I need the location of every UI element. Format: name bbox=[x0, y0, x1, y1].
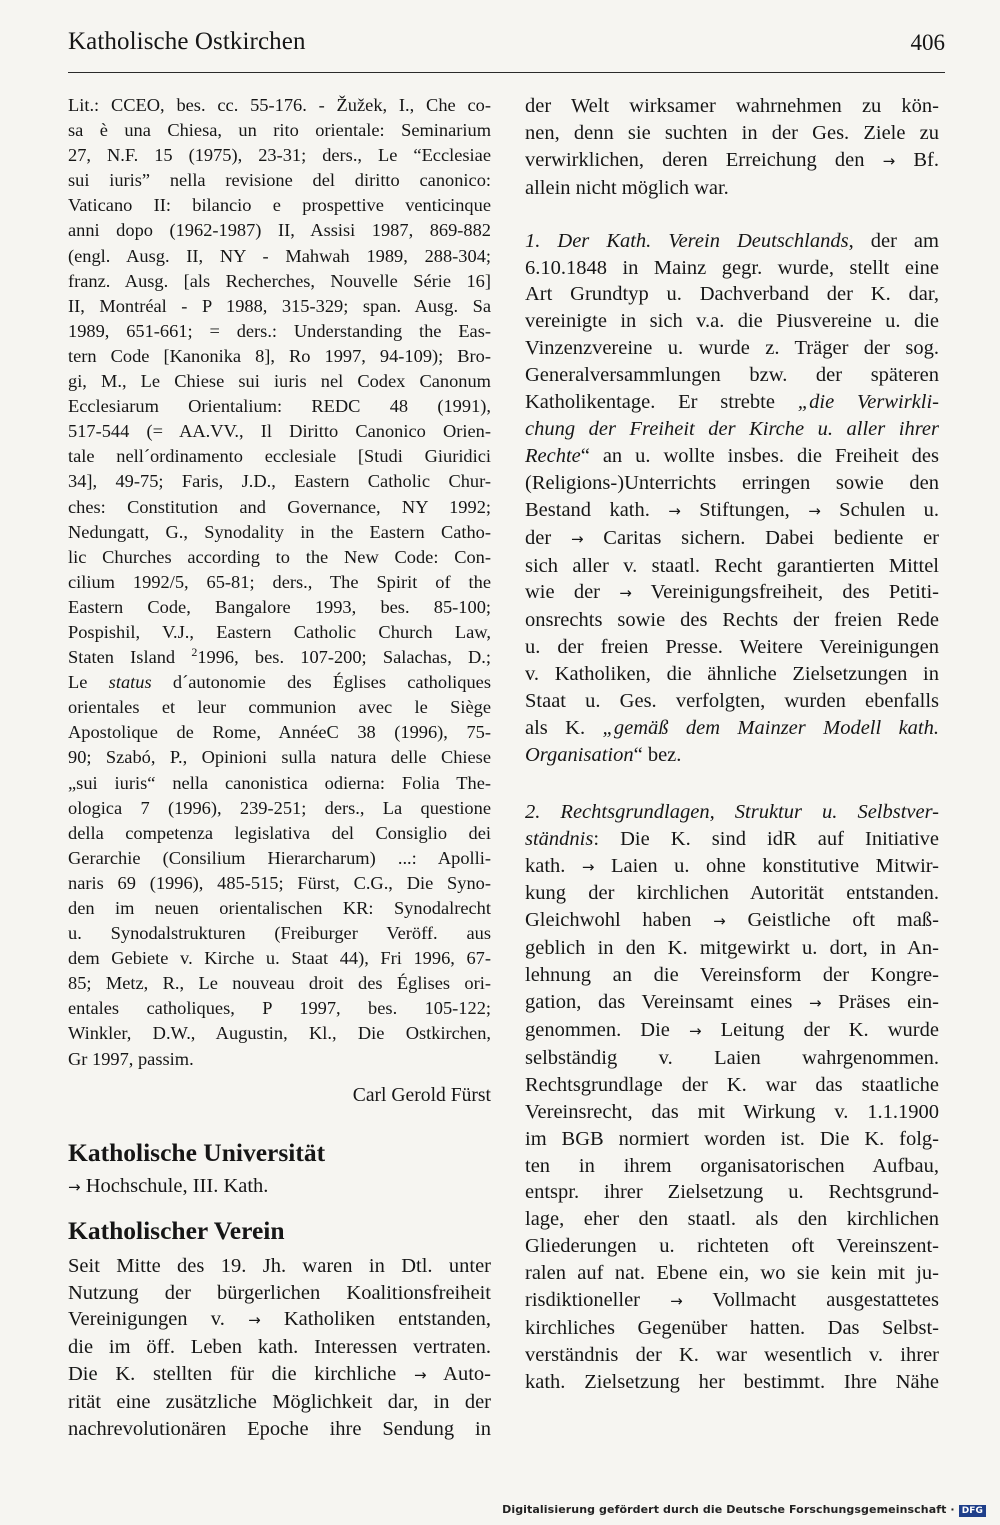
text-line: 6.10.1848 in Mainz gegr. wurde, stellt eine bbox=[525, 256, 939, 279]
text-line: nen, denn sie suchten in der Ges. Ziele zu bbox=[525, 121, 939, 144]
text-fragment: als K. bbox=[525, 716, 603, 739]
text-line: sich aller v. staatl. Recht garantierten Mittel bbox=[525, 554, 939, 577]
text-line bbox=[525, 228, 939, 255]
right-arrow-icon: → bbox=[882, 151, 896, 170]
text-line: der Welt wirksamer wahrnehmen zu kön- bbox=[525, 95, 939, 117]
text-line bbox=[525, 1287, 939, 1315]
literature-line: ches: Constitution and Governance, NY 1992; bbox=[68, 496, 491, 517]
right-arrow-icon: → bbox=[713, 912, 726, 931]
text-line: Art Grundtyp u. Dachverband der K. dar, bbox=[525, 283, 939, 306]
literature-line: II, Montréal - P 1988, 315-329; span. Ausg. Sa bbox=[68, 295, 491, 316]
text-line: u. der freien Presse. Weitere Vereinigungen bbox=[525, 636, 939, 659]
text-fragment: Laien u. ohne konstitutive Mitwir- bbox=[594, 854, 940, 877]
right-arrow-icon: → bbox=[68, 1177, 81, 1196]
text-fragment: Bestand kath. bbox=[525, 498, 669, 521]
literature-line: tern Code [Kanonika 8], Ro 1997, 94-109); Bro- bbox=[68, 345, 491, 366]
text-line bbox=[525, 147, 939, 175]
right-arrow-icon: → bbox=[688, 1022, 702, 1040]
literature-line: gi, M., Le Chiese sui iuris nel Codex Canonum bbox=[68, 371, 491, 392]
italic-quote: Rechte bbox=[525, 444, 581, 467]
literature-line: Eastern Code, Bangalore 1993, bes. 85-100; bbox=[68, 596, 491, 617]
text-line: kirchliches Gegenüber hatten. Das Selbst- bbox=[525, 1316, 939, 1339]
text-line: onsrechts sowie des Rechts der freien Rede bbox=[525, 609, 939, 632]
text-fragment: Schulen u. bbox=[820, 498, 940, 521]
literature-line: 85; Metz, R., Le nouveau droit des Églises ori- bbox=[68, 973, 491, 994]
literature-text: Le bbox=[68, 672, 109, 693]
text-fragment: “ an u. wollte insbes. die Freiheit des bbox=[580, 444, 939, 467]
text-fragment: wie der bbox=[525, 581, 620, 604]
literature-text: 1996, bes. 107-200; Salachas, D.; bbox=[197, 647, 492, 668]
text-fragment: : Die K. sind idR auf Initiative bbox=[593, 827, 939, 850]
text-fragment: Leitung der K. wurde bbox=[701, 1019, 939, 1041]
text-line bbox=[525, 826, 939, 853]
text-fragment: genommen. Die bbox=[525, 1019, 689, 1041]
literature-line: Gerarchie (Consilium Hierarcharum) ...: Apolli- bbox=[68, 847, 491, 868]
text-fragment: verwirklichen, deren Erreichung den bbox=[525, 148, 883, 171]
literature-line: 517-544 (= AA.VV., Il Diritto Canonico Orien- bbox=[68, 421, 491, 442]
literature-line: sui iuris” nella revisione del diritto canonico: bbox=[68, 170, 491, 191]
text-line bbox=[525, 579, 939, 607]
text-fragment: Präses ein- bbox=[821, 991, 939, 1014]
italic-quote: „gemäß dem Mainzer Modell kath. bbox=[602, 716, 939, 739]
literature-line: Apostolique de Rome, AnnéeC 38 (1996), 75- bbox=[68, 722, 491, 743]
text-fragment: der bbox=[525, 526, 571, 549]
literature-line: Nedungatt, G., Synodality in the Eastern Catho- bbox=[68, 521, 491, 542]
text-line: selbständig v. Laien wahrgenommen. bbox=[525, 1046, 939, 1069]
text-line bbox=[525, 497, 939, 525]
literature-line: 34], 49-75; Faris, J.D., Eastern Catholic Chur- bbox=[68, 471, 491, 492]
literature-line: lic Churches according to the New Code: Con- bbox=[68, 546, 491, 567]
literature-line: naris 69 (1996), 485-515; Fürst, C.G., Die Syno- bbox=[68, 872, 491, 893]
edition-superscript: 2 bbox=[191, 645, 198, 660]
text-fragment: Stiftungen, bbox=[680, 498, 809, 521]
literature-line: (engl. Ausg. II, NY - Mahwah 1989, 288-304; bbox=[68, 245, 491, 266]
section-1-heading: 1. Der Kath. Verein Deutschlands bbox=[525, 229, 849, 252]
text-line bbox=[525, 525, 939, 553]
text-line bbox=[525, 715, 939, 742]
text-line: Seit Mitte des 19. Jh. waren in Dtl. unter bbox=[68, 1254, 491, 1277]
literature-line bbox=[68, 645, 491, 670]
literature-line: Ecclesiarum Orientalium: REDC 48 (1991), bbox=[68, 396, 491, 417]
text-line: die im öff. Leben kath. Interessen vertraten. bbox=[68, 1336, 491, 1359]
literature-line: anni dopo (1962-1987) II, Assisi 1987, 869-882 bbox=[68, 220, 491, 241]
right-arrow-icon: → bbox=[619, 584, 632, 603]
literature-text: d´autonomie des Églises catholiques bbox=[151, 672, 491, 693]
entry-title-katholischer-verein: Katholischer Verein bbox=[68, 1215, 285, 1245]
text-fragment: Vereinigungsfreiheit, des Petiti- bbox=[631, 581, 939, 604]
text-line: lage, eher den staatl. als den kirchlichen bbox=[525, 1208, 939, 1231]
literature-line: tale nell´ordinamento ecclesiale [Studi Giuridici bbox=[68, 446, 491, 467]
text-line: Vinzenzvereine u. wurde z. Träger der sog. bbox=[525, 337, 939, 360]
literature-line: orientales et leur communion avec le Siège bbox=[68, 697, 491, 718]
text-fragment: risdiktioneller bbox=[525, 1289, 671, 1312]
section-1-paragraph bbox=[525, 228, 939, 769]
text-line bbox=[525, 742, 939, 769]
literature-line: 90; Szabó, P., Opinioni sulla natura delle Chiese bbox=[68, 747, 491, 768]
text-line: nachrevolutionären Epoche ihre Sendung in bbox=[68, 1418, 491, 1441]
right-arrow-icon: → bbox=[581, 857, 595, 876]
italic-quote: „die Verwirkli- bbox=[797, 391, 940, 414]
text-line: allein nicht möglich war. bbox=[525, 176, 729, 199]
text-fragment: Caritas sichern. Dabei bediente er bbox=[583, 526, 939, 549]
text-fragment: Die K. stellten für die kirchliche bbox=[68, 1363, 414, 1386]
literature-line: Pospishil, V.J., Eastern Catholic Church Law, bbox=[68, 621, 491, 642]
right-column bbox=[525, 93, 939, 1396]
left-column bbox=[68, 93, 491, 1443]
text-fragment: , der am bbox=[848, 229, 939, 252]
text-line: v. Katholiken, die ähnliche Zielsetzungen in bbox=[525, 663, 939, 686]
text-line bbox=[525, 389, 939, 416]
text-line: geblich in den K. mitgewirkt u. dort, in An- bbox=[525, 937, 939, 960]
text-fragment: Katholikentage. Er strebte bbox=[525, 391, 798, 414]
text-line bbox=[68, 1306, 491, 1334]
cross-reference-text: Hochschule, III. Kath. bbox=[85, 1174, 269, 1197]
text-line: kung der kirchlichen Autorität entstanden. bbox=[525, 882, 939, 905]
text-fragment: Geistliche oft maß- bbox=[725, 909, 939, 932]
author-signature: Carl Gerold Fürst bbox=[352, 1084, 491, 1106]
text-line: im BGB normiert worden ist. Die K. folg- bbox=[525, 1127, 939, 1150]
section-2-heading: ständnis bbox=[525, 827, 594, 850]
paragraph-gap bbox=[525, 202, 939, 228]
literature-line: 27, N.F. 15 (1975), 23-31; ders., Le “Ecclesiae bbox=[68, 145, 491, 166]
right-arrow-icon: → bbox=[248, 1311, 261, 1330]
text-line: verständnis der K. war wesentlich v. ihrer bbox=[525, 1343, 939, 1366]
text-line bbox=[525, 416, 939, 443]
literature-line: 1989, 651-661; = ders.: Understanding the Eas- bbox=[68, 320, 491, 341]
text-line: Generalversammlungen bzw. der späteren bbox=[525, 364, 939, 387]
literature-line: sa è una Chiesa, un rito orientale: Seminarium bbox=[68, 120, 491, 141]
text-fragment: Bf. bbox=[895, 148, 939, 171]
literature-line: Lit.: CCEO, bes. cc. 55-176. - Žužek, I., Che co- bbox=[68, 95, 491, 115]
literature-line: franz. Ausg. [als Recherches, Nouvelle Série 16] bbox=[68, 270, 491, 291]
text-line: kath. Zielsetzung her bestimmt. Ihre Nähe bbox=[525, 1370, 939, 1393]
text-fragment: Katholiken entstanden, bbox=[260, 1308, 491, 1331]
text-line bbox=[525, 1017, 939, 1045]
literature-line: della competenza legislativa del Consiglio dei bbox=[68, 822, 491, 843]
dfg-logo: DFG bbox=[959, 1505, 986, 1517]
cross-reference bbox=[68, 1173, 491, 1201]
text-line: vereinigte in sich v.a. die Piusvereine u. die bbox=[525, 310, 939, 333]
right-arrow-icon: → bbox=[668, 501, 681, 520]
text-line: (Religions-)Unterrichts erringen sowie den bbox=[525, 471, 939, 494]
text-line: Rechtsgrundlage der K. war das staatliche bbox=[525, 1073, 939, 1096]
italic-quote: chung der Freiheit der Kirche u. aller ihrer bbox=[525, 417, 939, 440]
italic-quote: Organisation bbox=[525, 743, 634, 766]
literature-text: Staten Island bbox=[68, 647, 192, 668]
entry-intro-paragraph bbox=[68, 1253, 491, 1443]
literature-line: u. Synodalstrukturen (Freiburger Veröff. aus bbox=[68, 923, 491, 944]
literature-line: ologica 7 (1996), 239-251; ders., La questione bbox=[68, 797, 491, 818]
text-line: Gliederungen u. richteten oft Vereinszent- bbox=[525, 1235, 939, 1258]
text-line bbox=[68, 1361, 491, 1389]
continuation-paragraph bbox=[525, 93, 939, 202]
literature-line: cilium 1992/5, 65-81; ders., The Spirit of the bbox=[68, 571, 491, 592]
text-line: entspr. ihrer Zielsetzung u. Rechtsgrund- bbox=[525, 1181, 939, 1204]
literature-line: Gr 1997, passim. bbox=[68, 1048, 194, 1069]
text-fragment: Vollmacht ausgestattetes bbox=[682, 1289, 939, 1312]
entry-title-katholische-universitaet: Katholische Universität bbox=[68, 1137, 326, 1167]
text-fragment: kath. bbox=[525, 854, 582, 877]
text-fragment: Gleichwohl haben bbox=[525, 909, 714, 932]
literature-line bbox=[68, 670, 491, 695]
text-line bbox=[525, 989, 939, 1017]
text-line bbox=[525, 443, 939, 470]
text-line: Staat u. Ges. verfolgten, wurden ebenfalls bbox=[525, 690, 939, 713]
literature-line: dem Gebiete v. Kirche u. Staat 44), Fri 1996, 67- bbox=[68, 948, 491, 969]
right-arrow-icon: → bbox=[413, 1366, 427, 1385]
literature-line: „sui iuris“ nella canonistica odierna: Folia The- bbox=[68, 772, 491, 793]
text-line bbox=[525, 799, 939, 826]
literature-line: entales catholiques, P 1997, bes. 105-122; bbox=[68, 998, 491, 1019]
right-arrow-icon: → bbox=[570, 529, 584, 548]
text-fragment: “ bez. bbox=[633, 743, 682, 766]
digitization-footer bbox=[502, 1503, 986, 1517]
literature-line: Winkler, D.W., Augustin, Kl., Die Ostkirchen, bbox=[68, 1023, 491, 1044]
text-line: Vereinsrecht, das mit Wirkung v. 1.1.1900 bbox=[525, 1100, 939, 1123]
section-2-paragraph bbox=[525, 799, 939, 1396]
footer-text: Digitalisierung gefördert durch die Deutsche Forschungsgemeinschaft · bbox=[502, 1503, 955, 1516]
text-fragment: gation, das Vereinsamt eines bbox=[525, 991, 809, 1014]
literature-block bbox=[68, 93, 491, 1072]
paragraph-gap bbox=[525, 769, 939, 799]
right-arrow-icon: → bbox=[809, 994, 822, 1013]
text-line bbox=[525, 907, 939, 935]
running-title: Katholische Ostkirchen bbox=[68, 28, 306, 55]
text-line: Nutzung der bürgerlichen Koalitionsfreiheit bbox=[68, 1281, 491, 1304]
text-line: ten in ihrem organisatorischen Aufbau, bbox=[525, 1154, 939, 1177]
text-fragment: Vereinigungen v. bbox=[68, 1308, 249, 1331]
right-arrow-icon: → bbox=[808, 501, 821, 520]
literature-italic-term: status bbox=[108, 672, 152, 693]
text-fragment: Auto- bbox=[426, 1363, 491, 1386]
page-number: 406 bbox=[910, 30, 945, 55]
right-arrow-icon: → bbox=[670, 1292, 683, 1311]
text-line: rität eine zusätzliche Möglichkeit dar, in der bbox=[68, 1391, 491, 1414]
text-line: lehnung an die Vereinsform der Kongre- bbox=[525, 964, 939, 987]
literature-line: Vaticano II: bilancio e prospettive venticinque bbox=[68, 195, 491, 216]
page-header bbox=[68, 24, 945, 73]
text-line bbox=[525, 853, 939, 881]
text-line: ralen auf nat. Ebene ein, wo sie kein mit ju- bbox=[525, 1262, 939, 1285]
literature-line: den im neuen orientalischen KR: Synodalrecht bbox=[68, 898, 491, 918]
section-2-heading: 2. Rechtsgrundlagen, Struktur u. Selbstver- bbox=[525, 800, 939, 823]
